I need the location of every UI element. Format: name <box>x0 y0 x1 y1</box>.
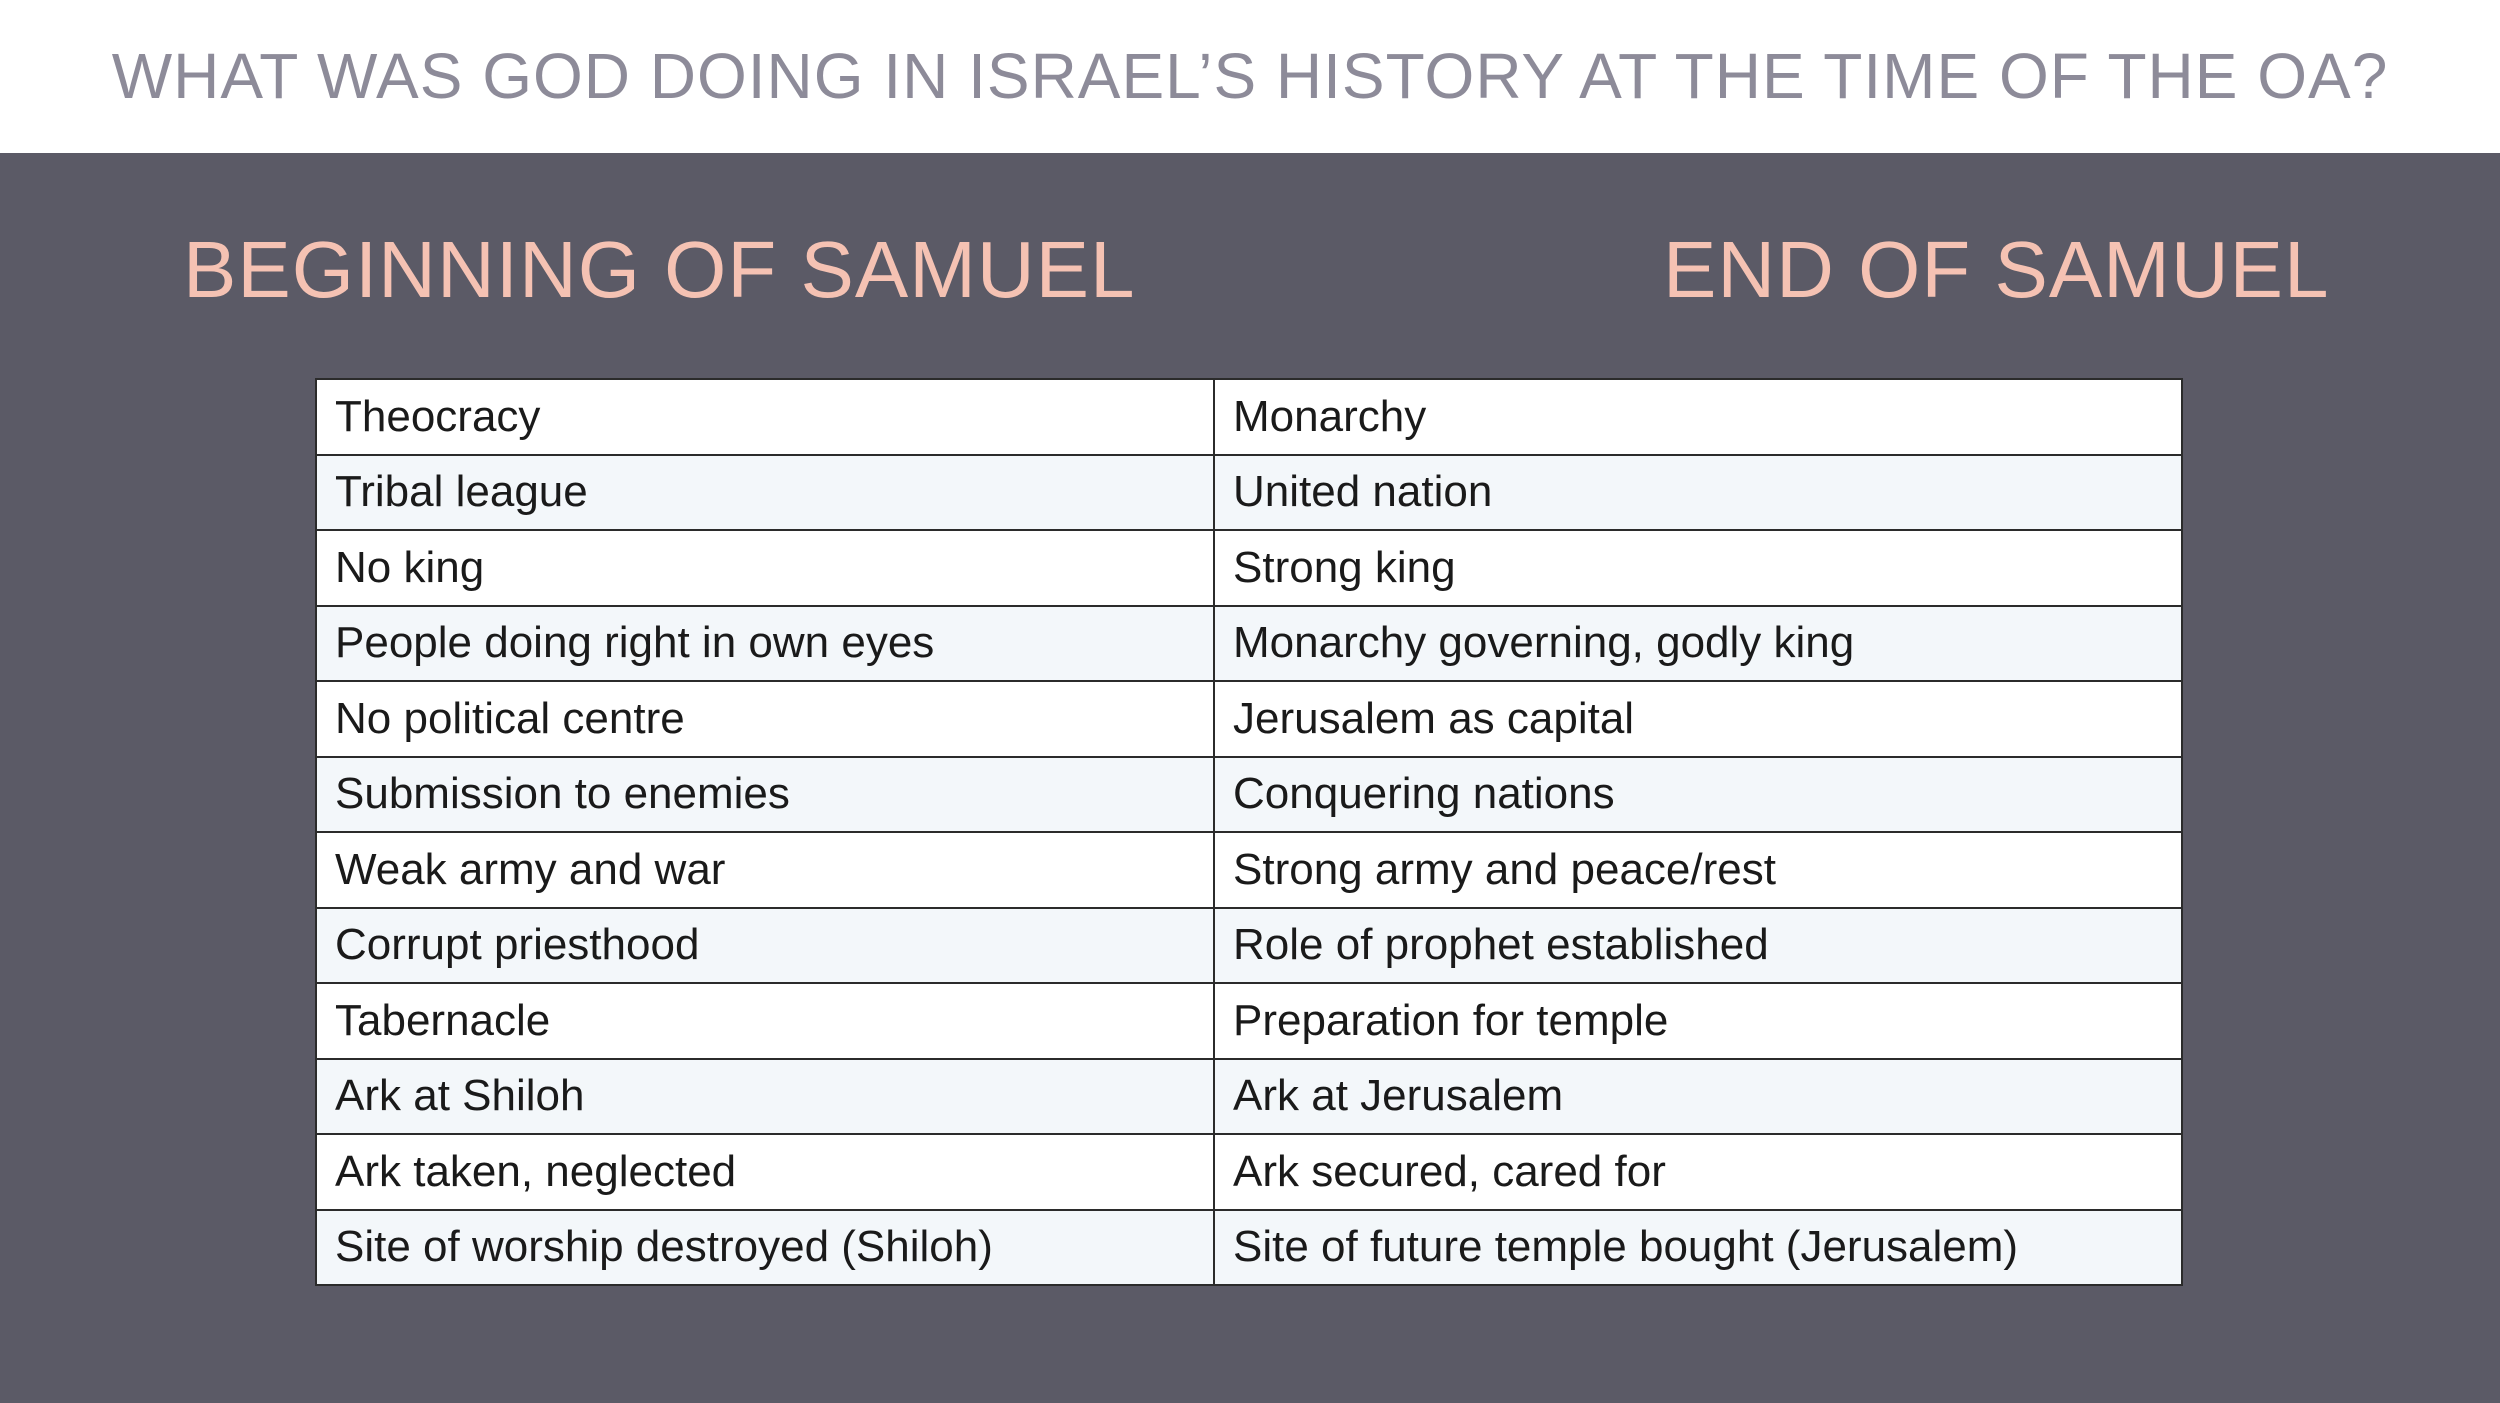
after-cell: United nation <box>1214 455 2182 531</box>
after-cell: Site of future temple bought (Jerusalem) <box>1214 1210 2182 1286</box>
after-cell: Strong army and peace/rest <box>1214 832 2182 908</box>
slide-header <box>0 0 2500 153</box>
table-row <box>316 1134 2182 1210</box>
after-cell: Ark at Jerusalem <box>1214 1059 2182 1135</box>
after-cell: Monarchy governing, godly king <box>1214 606 2182 682</box>
slide-body <box>0 153 2500 1403</box>
table-row <box>316 681 2182 757</box>
comparison-table <box>315 378 2183 1286</box>
table-row <box>316 530 2182 606</box>
before-cell: People doing right in own eyes <box>316 606 1214 682</box>
after-cell: Conquering nations <box>1214 757 2182 833</box>
table-row <box>316 983 2182 1059</box>
slide-title: WHAT WAS GOD DOING IN ISRAEL’S HISTORY AT THE TIME OF THE OA? <box>111 40 2389 112</box>
beginning-of-samuel-heading: BEGINNING OF SAMUEL <box>183 225 1136 314</box>
before-cell: Tabernacle <box>316 983 1214 1059</box>
table-row <box>316 606 2182 682</box>
after-cell: Jerusalem as capital <box>1214 681 2182 757</box>
table-row <box>316 455 2182 531</box>
before-cell: Ark at Shiloh <box>316 1059 1214 1135</box>
before-cell: Tribal league <box>316 455 1214 531</box>
after-cell: Ark secured, cared for <box>1214 1134 2182 1210</box>
before-cell: Submission to enemies <box>316 757 1214 833</box>
after-cell: Preparation for temple <box>1214 983 2182 1059</box>
after-cell: Role of prophet established <box>1214 908 2182 984</box>
before-cell: Weak army and war <box>316 832 1214 908</box>
after-cell: Monarchy <box>1214 379 2182 455</box>
before-cell: No king <box>316 530 1214 606</box>
table-row <box>316 1210 2182 1286</box>
before-cell: Corrupt priesthood <box>316 908 1214 984</box>
before-cell: Site of worship destroyed (Shiloh) <box>316 1210 1214 1286</box>
table-row <box>316 908 2182 984</box>
table-row <box>316 1059 2182 1135</box>
table-row <box>316 757 2182 833</box>
table-row <box>316 832 2182 908</box>
table-row <box>316 379 2182 455</box>
before-cell: Theocracy <box>316 379 1214 455</box>
end-of-samuel-heading: END OF SAMUEL <box>1663 225 2330 314</box>
before-cell: No political centre <box>316 681 1214 757</box>
before-cell: Ark taken, neglected <box>316 1134 1214 1210</box>
after-cell: Strong king <box>1214 530 2182 606</box>
